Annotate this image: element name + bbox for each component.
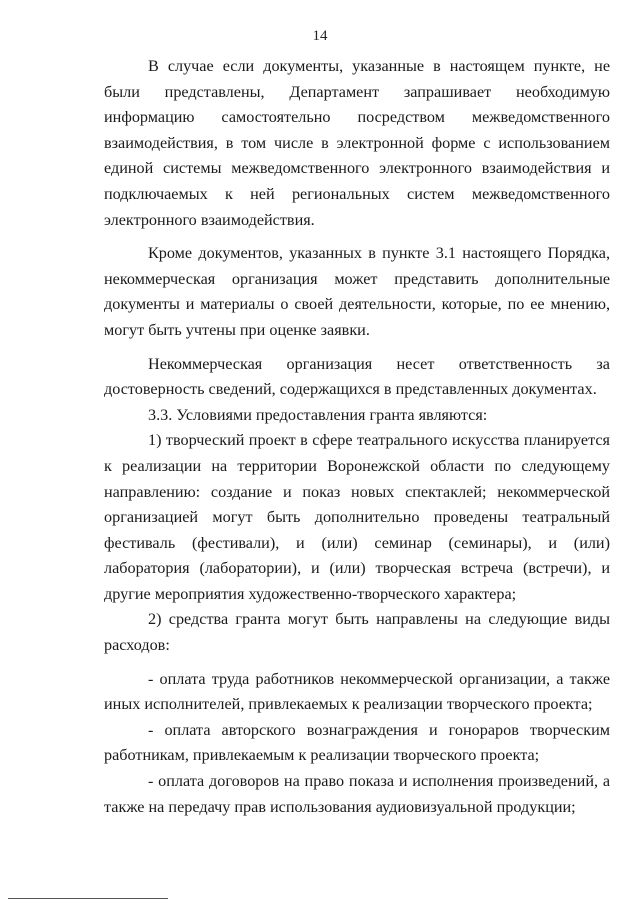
paragraph-condition-1: 1) творческий проект в сфере театрального искусства планируется к реализации на территории Воронежской области по следующему направлению: создание и показ новых спектаклей; некоммерческой организацией могут быть дополнительно проведены театральный фестиваль (фестивали), и (или) семинар (семинары), и (или) лаборатория (лаборатории), и (или) творческая встреча (встречи), и другие мероприятия художественно-творческого характера; (104, 431, 610, 603)
page-number: 14 (312, 28, 328, 44)
list-item-expense-contracts: - оплата договоров на право показа и исполнения произведений, а также на передачу прав использования аудиовизуальной продукции; (104, 772, 610, 816)
list-item-expense-royalties: - оплата авторского вознаграждения и гонораров творческим работникам, привлекаемым к реализации творческого проекта; (104, 720, 610, 765)
paragraph-documents-not-provided: В случае если документы, указанные в настоящем пункте, не были представлены, Департамент запрашивает необходимую информацию самостоятельно посредством межведомственного взаимодействия, в том числе в электронной форме с использованием единой системы межведомственного электронного взаимодействия и подключаемых к ней региональных систем межведомственного электронного взаимодействия. (104, 57, 610, 229)
paragraph-condition-2: 2) средства гранта могут быть направлены на следующие виды расходов: (104, 610, 610, 655)
footer-divider (8, 898, 168, 899)
list-item-expense-labor: - оплата труда работников некоммерческой организации, а также иных исполнителей, привлекаемых к реализации творческого проекта; (104, 669, 610, 714)
document-body (104, 54, 610, 820)
paragraph-grant-conditions-heading: 3.3. Условиями предоставления гранта являются: (148, 405, 488, 424)
paragraph-additional-documents: Кроме документов, указанных в пункте 3.1 настоящего Порядка, некоммерческая организация может представить дополнительные документы и материалы о своей деятельности, которые, по ее мнению, могут быть учтены при оценке заявки. (104, 244, 610, 339)
paragraph-responsibility: Некоммерческая организация несет ответственность за достоверность сведений, содержащихся в представленных документах. (104, 354, 610, 399)
